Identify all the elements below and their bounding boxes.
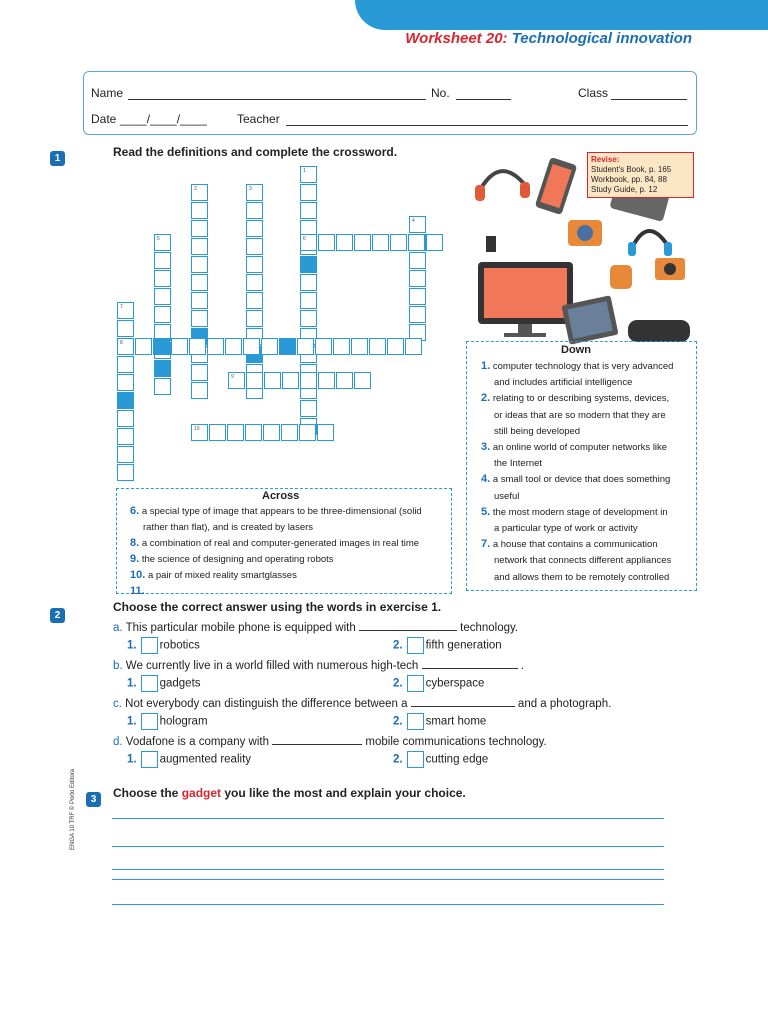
clue-text: rather than flat), and is created by lasers <box>143 522 314 533</box>
question-letter: c. <box>113 698 122 710</box>
clue-number: 1 <box>303 168 306 174</box>
crossword-cell[interactable] <box>191 238 208 255</box>
crossword-cell[interactable] <box>246 310 263 327</box>
crossword-cell[interactable] <box>154 252 171 269</box>
crossword-cell[interactable] <box>426 234 443 251</box>
option-1 <box>127 713 208 730</box>
crossword-cell[interactable] <box>317 424 334 441</box>
across-clue <box>130 505 422 518</box>
instruction-text: Choose the <box>113 786 179 800</box>
answer-line[interactable] <box>112 818 664 819</box>
across-clue <box>130 537 419 550</box>
date-field[interactable]: ____/____/____ <box>120 112 207 126</box>
monitor-icon <box>478 262 573 337</box>
option-checkbox[interactable] <box>141 751 158 768</box>
question-text: mobile communications technology. <box>365 736 547 748</box>
question <box>113 658 524 672</box>
crossword-cell[interactable] <box>191 256 208 273</box>
date-label: Date <box>91 112 117 126</box>
answer-blank[interactable] <box>359 620 457 631</box>
crossword-cell[interactable] <box>227 424 244 441</box>
crossword-cell[interactable] <box>336 234 353 251</box>
crossword-cell <box>154 360 171 377</box>
crossword-cell[interactable] <box>154 288 171 305</box>
option-checkbox[interactable] <box>407 637 424 654</box>
crossword-cell[interactable] <box>246 202 263 219</box>
across-clue <box>143 521 313 534</box>
clue-text: a house that contains a communication <box>492 539 658 551</box>
clue-num: 11. <box>130 585 145 597</box>
question-letter: d. <box>113 736 123 748</box>
down-clue <box>494 457 542 470</box>
crossword-cell[interactable] <box>409 288 426 305</box>
crossword-cell[interactable] <box>191 220 208 237</box>
camera-icon <box>568 220 602 246</box>
option-2 <box>393 751 488 768</box>
crossword-cell[interactable] <box>243 338 260 355</box>
clue-num: 5. <box>481 505 491 518</box>
vr-goggles-icon <box>628 320 690 342</box>
down-clue <box>481 473 670 486</box>
name-label: Name <box>91 86 124 100</box>
crossword-cell[interactable] <box>117 464 134 481</box>
crossword-cell[interactable] <box>409 306 426 323</box>
down-clue <box>494 571 669 584</box>
option-text: augmented reality <box>159 753 252 766</box>
revise-box <box>587 152 694 198</box>
answer-line[interactable] <box>112 879 664 880</box>
crossword-cell[interactable] <box>300 310 317 327</box>
crossword-cell[interactable] <box>318 372 335 389</box>
crossword-cell[interactable] <box>117 410 134 427</box>
question-letter: b. <box>113 660 123 672</box>
crossword-cell[interactable] <box>117 374 134 391</box>
answer-line[interactable] <box>112 904 664 905</box>
crossword-cell[interactable] <box>245 424 262 441</box>
clue-text: the science of designing and operating robots <box>141 554 334 565</box>
exercise-1-instruction: Read the definitions and complete the crossword. <box>113 145 398 159</box>
down-clue <box>494 376 632 389</box>
option-text: hologram <box>159 715 208 728</box>
crossword-cell[interactable] <box>246 292 263 309</box>
clue-num: 6. <box>130 505 140 517</box>
crossword-cell[interactable] <box>171 338 188 355</box>
clue-text: a special type of image that appears to be three-dimensional (solid <box>141 506 422 517</box>
clue-text: a combination of real and computer-generated images in real time <box>141 538 420 549</box>
crossword-cell[interactable] <box>117 356 134 373</box>
option-text: robotics <box>159 639 200 652</box>
clue-text: the most modern stage of development in <box>492 506 668 518</box>
crossword-cell[interactable] <box>117 428 134 445</box>
crossword-cell[interactable] <box>351 338 368 355</box>
crossword-cell[interactable] <box>300 184 317 201</box>
clue-text: a pair of mixed reality smartglasses <box>147 570 297 581</box>
down-clue <box>481 538 658 551</box>
option-checkbox[interactable] <box>141 713 158 730</box>
revise-line: Student's Book, p. 165 <box>591 165 672 174</box>
crossword-cell[interactable] <box>336 372 353 389</box>
crossword-cell[interactable] <box>372 234 389 251</box>
question-text: . <box>520 660 524 672</box>
clue-text: still being developed <box>494 425 581 437</box>
clue-number: 9 <box>231 374 234 380</box>
crossword-cell[interactable] <box>390 234 407 251</box>
option-text: cutting edge <box>425 753 489 766</box>
question <box>113 696 611 710</box>
down-title: Down <box>561 344 591 356</box>
crossword-cell[interactable] <box>261 338 278 355</box>
crossword-cell[interactable] <box>189 338 206 355</box>
worksheet-number: Worksheet 20: <box>405 30 508 47</box>
down-clue <box>494 554 671 567</box>
crossword-cell[interactable] <box>297 338 314 355</box>
exercise-1-number: 1 <box>50 151 65 166</box>
across-title: Across <box>262 490 300 502</box>
clue-num: 4. <box>481 473 491 486</box>
revise-line: Workbook, pp. 84, 88 <box>591 175 667 184</box>
option-checkbox[interactable] <box>407 675 424 692</box>
smartwatch-icon <box>610 265 632 289</box>
question-text: Not everybody can distinguish the difference between a <box>125 698 408 710</box>
crossword-cell[interactable] <box>246 372 263 389</box>
clue-num: 9. <box>130 553 140 565</box>
option-2 <box>393 675 484 692</box>
question <box>113 734 547 748</box>
clue-number: 4 <box>412 218 415 224</box>
crossword-cell[interactable] <box>191 310 208 327</box>
clue-num: 2. <box>481 392 491 405</box>
clue-num: 7. <box>481 538 491 551</box>
clue-number: 7 <box>120 304 123 310</box>
clue-text: a small tool or device that does something <box>492 474 671 486</box>
option-checkbox[interactable] <box>141 637 158 654</box>
option-number: 2. <box>393 715 403 728</box>
question-text: This particular mobile phone is equipped with <box>125 622 356 634</box>
crossword-cell[interactable] <box>333 338 350 355</box>
no-label: No. <box>431 86 450 100</box>
crossword-cell[interactable] <box>263 424 280 441</box>
option-number: 2. <box>393 639 403 652</box>
headset-icon <box>628 231 672 256</box>
down-clue <box>481 441 667 454</box>
crossword-cell[interactable] <box>300 274 317 291</box>
question-letter: a. <box>113 622 123 634</box>
crossword-cell[interactable] <box>300 372 317 389</box>
clue-number: 10 <box>194 426 200 432</box>
down-clue <box>494 425 580 438</box>
copyright-side-text: ENGA 10 TRF © Porto Editora <box>70 768 76 850</box>
crossword-cell <box>153 338 170 355</box>
crossword-cell[interactable] <box>191 292 208 309</box>
option-2 <box>393 637 502 654</box>
question-text: and a photograph. <box>517 698 612 710</box>
crossword-cell[interactable] <box>117 446 134 463</box>
clue-text: computer technology that is very advanced <box>492 361 674 372</box>
exercise-2-instruction: Choose the correct answer using the words in exercise 1. <box>113 600 442 614</box>
clue-text: network that connects different appliances <box>494 555 672 567</box>
class-label: Class <box>578 86 609 100</box>
down-clue <box>494 490 519 503</box>
exercise-3-number: 3 <box>86 792 101 807</box>
down-clue <box>494 409 666 422</box>
clue-text: relating to or describing systems, devices, <box>492 393 670 405</box>
crossword-cell <box>300 256 317 273</box>
exercise-3-instruction <box>113 786 466 800</box>
clue-text: an online world of computer networks like <box>492 442 668 453</box>
option-number: 2. <box>393 753 403 766</box>
crossword-cell[interactable] <box>117 320 134 337</box>
clue-num: 3. <box>481 441 491 453</box>
instruction-highlight: gadget <box>181 786 222 800</box>
crossword-cell[interactable] <box>246 238 263 255</box>
down-clue <box>481 392 669 405</box>
clue-text: and includes artificial intelligence <box>494 377 633 389</box>
option-number: 2. <box>393 677 403 690</box>
question-text: technology. <box>460 622 519 634</box>
option-2 <box>393 713 486 730</box>
smartphone-icon <box>535 157 578 215</box>
headphones-icon <box>475 171 530 201</box>
crossword-cell[interactable] <box>354 372 371 389</box>
clue-number: 3 <box>249 186 252 192</box>
clue-number: 2 <box>194 186 197 192</box>
instruction-text: you like the most and explain your choice. <box>224 786 466 800</box>
teacher-label: Teacher <box>237 112 280 126</box>
down-clue <box>481 360 673 373</box>
crossword-cell[interactable] <box>191 202 208 219</box>
crossword-cell[interactable] <box>191 274 208 291</box>
usb-stick-icon <box>486 236 496 252</box>
crossword-cell[interactable] <box>300 202 317 219</box>
crossword-cell[interactable] <box>318 234 335 251</box>
clue-text: and allows them to be remotely controlled <box>494 571 670 583</box>
crossword-cell[interactable] <box>282 372 299 389</box>
crossword-cell <box>117 392 134 409</box>
crossword-cell[interactable] <box>405 338 422 355</box>
option-1 <box>127 675 201 692</box>
clue-text: a particular type of work or activity <box>494 523 638 534</box>
crossword-cell[interactable] <box>315 338 332 355</box>
answer-line[interactable] <box>112 846 664 847</box>
crossword-cell[interactable] <box>246 274 263 291</box>
crossword-cell[interactable] <box>246 220 263 237</box>
crossword-cell[interactable] <box>209 424 226 441</box>
option-1 <box>127 637 200 654</box>
crossword-cell[interactable] <box>135 338 152 355</box>
option-number: 1. <box>127 715 137 728</box>
down-clue <box>481 506 668 519</box>
option-1 <box>127 751 251 768</box>
across-clue <box>130 553 334 566</box>
clue-text: or ideas that are so modern that they are <box>494 409 666 421</box>
crossword-cell[interactable] <box>409 252 426 269</box>
crossword-cell[interactable] <box>225 338 242 355</box>
question <box>113 620 518 634</box>
clue-text: the Internet <box>494 458 543 470</box>
option-checkbox[interactable] <box>141 675 158 692</box>
crossword-cell[interactable] <box>281 424 298 441</box>
crossword-cell[interactable] <box>300 400 317 417</box>
option-number: 1. <box>127 753 137 766</box>
answer-blank[interactable] <box>272 734 362 745</box>
option-number: 1. <box>127 677 137 690</box>
across-clue <box>130 585 145 598</box>
clue-num: 10. <box>130 569 146 581</box>
crossword-cell[interactable] <box>369 338 386 355</box>
crossword-cell[interactable] <box>154 306 171 323</box>
crossword-cell[interactable] <box>191 364 208 381</box>
answer-blank[interactable] <box>411 696 515 707</box>
option-number: 1. <box>127 639 137 652</box>
clue-number: 8 <box>120 340 123 346</box>
clue-num: 1. <box>481 360 491 372</box>
clue-num: 8. <box>130 537 140 549</box>
crossword-cell[interactable] <box>264 372 281 389</box>
option-text: cyberspace <box>425 677 485 690</box>
option-text: gadgets <box>159 677 201 690</box>
option-text: fifth generation <box>425 639 502 652</box>
crossword-cell[interactable] <box>300 292 317 309</box>
crossword-cell[interactable] <box>191 382 208 399</box>
answer-line[interactable] <box>112 869 664 870</box>
action-camera-icon <box>655 258 685 280</box>
question-text: Vodafone is a company with <box>125 736 269 748</box>
crossword-cell[interactable] <box>207 338 224 355</box>
option-checkbox[interactable] <box>407 713 424 730</box>
option-checkbox[interactable] <box>407 751 424 768</box>
question-text: We currently live in a world filled with numerous high-tech <box>125 660 419 672</box>
answer-blank[interactable] <box>422 658 518 669</box>
worksheet-topic: Technological innovation <box>511 30 692 47</box>
crossword-cell[interactable] <box>387 338 404 355</box>
crossword-cell[interactable] <box>409 270 426 287</box>
down-clue <box>494 522 638 535</box>
crossword-cell[interactable] <box>154 378 171 395</box>
clue-number: 5 <box>157 236 160 242</box>
revise-line: Study Guide, p. 12 <box>591 185 658 194</box>
across-clue <box>130 569 297 582</box>
crossword-cell[interactable] <box>354 234 371 251</box>
clue-text: useful <box>494 490 520 502</box>
crossword-cell[interactable] <box>299 424 316 441</box>
clue-number: 6 <box>303 236 306 242</box>
crossword-cell[interactable] <box>408 234 425 251</box>
crossword-cell[interactable] <box>246 256 263 273</box>
exercise-2-number: 2 <box>50 608 65 623</box>
revise-title: Revise: <box>591 155 620 164</box>
crossword-cell[interactable] <box>154 270 171 287</box>
option-text: smart home <box>425 715 487 728</box>
crossword-cell <box>279 338 296 355</box>
